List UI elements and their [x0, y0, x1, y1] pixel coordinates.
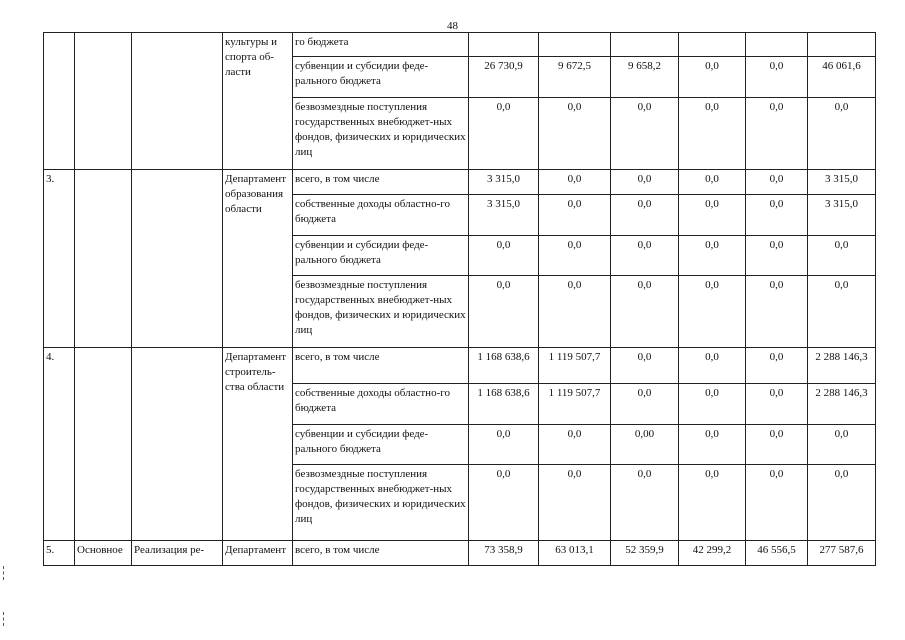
funding-source-cell: субвенции и субсидии феде-рального бюджета	[293, 425, 469, 465]
total-cell: 2 288 146,3	[808, 384, 876, 425]
value-cell: 0,0	[611, 384, 679, 425]
total-cell: 0,0	[808, 98, 876, 170]
value-cell: 0,0	[611, 170, 679, 195]
value-cell: 9 672,5	[539, 57, 611, 98]
value-cell: 9 658,2	[611, 57, 679, 98]
scan-edge-mark	[3, 566, 5, 580]
value-cell: 0,0	[746, 195, 808, 236]
funding-source-cell: безвозмездные поступления государственных внебюджет-ных фондов, физических и юридических лиц	[293, 98, 469, 170]
value-cell: 0,00	[611, 425, 679, 465]
value-cell: 0,0	[679, 425, 746, 465]
scan-edge-mark	[3, 612, 5, 626]
value-cell: 0,0	[611, 276, 679, 348]
funding-source-cell: собственные доходы областно-го бюджета	[293, 384, 469, 425]
measure-type-cell	[75, 33, 132, 170]
value-cell	[611, 33, 679, 57]
value-cell: 0,0	[746, 348, 808, 384]
value-cell: 0,0	[611, 195, 679, 236]
value-cell: 0,0	[746, 384, 808, 425]
measure-name-cell	[132, 170, 223, 348]
value-cell: 0,0	[469, 236, 539, 276]
value-cell: 0,0	[679, 348, 746, 384]
value-cell: 0,0	[539, 98, 611, 170]
value-cell	[539, 33, 611, 57]
funding-source-cell: безвозмездные поступления государственных внебюджет-ных фондов, физических и юридических лиц	[293, 465, 469, 541]
table-row	[44, 541, 876, 566]
measure-type-cell: Основное	[75, 541, 132, 566]
value-cell: 0,0	[746, 170, 808, 195]
value-cell: 0,0	[469, 276, 539, 348]
executor-cell: культуры и спорта об-ласти	[223, 33, 293, 170]
value-cell: 63 013,1	[539, 541, 611, 566]
value-cell: 0,0	[469, 465, 539, 541]
value-cell: 1 168 638,6	[469, 348, 539, 384]
value-cell: 0,0	[679, 236, 746, 276]
total-cell: 0,0	[808, 236, 876, 276]
executor-cell: Департамент образования области	[223, 170, 293, 348]
value-cell: 0,0	[746, 236, 808, 276]
funding-source-cell: всего, в том числе	[293, 170, 469, 195]
total-cell	[808, 33, 876, 57]
total-cell: 0,0	[808, 425, 876, 465]
value-cell: 1 168 638,6	[469, 384, 539, 425]
row-number-cell: 3.	[44, 170, 75, 348]
value-cell: 0,0	[539, 276, 611, 348]
total-cell: 2 288 146,3	[808, 348, 876, 384]
value-cell: 0,0	[679, 465, 746, 541]
total-cell: 0,0	[808, 465, 876, 541]
value-cell: 0,0	[469, 98, 539, 170]
total-cell: 3 315,0	[808, 170, 876, 195]
total-cell: 277 587,6	[808, 541, 876, 566]
value-cell	[469, 33, 539, 57]
value-cell: 0,0	[611, 348, 679, 384]
value-cell: 0,0	[469, 425, 539, 465]
value-cell: 0,0	[679, 170, 746, 195]
budget-table	[43, 32, 876, 566]
value-cell: 0,0	[746, 57, 808, 98]
table-row	[44, 170, 876, 195]
value-cell: 73 358,9	[469, 541, 539, 566]
measure-name-cell	[132, 33, 223, 170]
value-cell: 0,0	[679, 57, 746, 98]
funding-source-cell: го бюджета	[293, 33, 469, 57]
value-cell: 0,0	[679, 98, 746, 170]
value-cell: 0,0	[746, 98, 808, 170]
total-cell: 0,0	[808, 276, 876, 348]
measure-type-cell	[75, 170, 132, 348]
funding-source-cell: субвенции и субсидии феде-рального бюджета	[293, 57, 469, 98]
value-cell: 0,0	[539, 425, 611, 465]
value-cell: 42 299,2	[679, 541, 746, 566]
value-cell: 0,0	[611, 465, 679, 541]
value-cell: 0,0	[539, 195, 611, 236]
value-cell: 0,0	[539, 465, 611, 541]
value-cell	[746, 33, 808, 57]
value-cell: 3 315,0	[469, 170, 539, 195]
total-cell: 3 315,0	[808, 195, 876, 236]
value-cell: 26 730,9	[469, 57, 539, 98]
measure-name-cell: Реализация ре-	[132, 541, 223, 566]
funding-source-cell: субвенции и субсидии феде-рального бюджета	[293, 236, 469, 276]
value-cell: 0,0	[611, 98, 679, 170]
funding-source-cell: всего, в том числе	[293, 348, 469, 384]
value-cell: 1 119 507,7	[539, 384, 611, 425]
row-number-cell: 5.	[44, 541, 75, 566]
funding-source-cell: собственные доходы областно-го бюджета	[293, 195, 469, 236]
funding-source-cell: безвозмездные поступления государственных внебюджет-ных фондов, физических и юридических лиц	[293, 276, 469, 348]
value-cell: 3 315,0	[469, 195, 539, 236]
value-cell: 0,0	[746, 465, 808, 541]
funding-source-cell: всего, в том числе	[293, 541, 469, 566]
executor-cell: Департамент	[223, 541, 293, 566]
value-cell: 0,0	[679, 276, 746, 348]
value-cell: 0,0	[746, 425, 808, 465]
measure-name-cell	[132, 348, 223, 541]
value-cell: 0,0	[611, 236, 679, 276]
page-number: 48	[447, 20, 458, 32]
measure-type-cell	[75, 348, 132, 541]
value-cell: 0,0	[539, 170, 611, 195]
total-cell: 46 061,6	[808, 57, 876, 98]
value-cell: 0,0	[746, 276, 808, 348]
table-row	[44, 348, 876, 384]
value-cell: 46 556,5	[746, 541, 808, 566]
value-cell: 52 359,9	[611, 541, 679, 566]
value-cell: 1 119 507,7	[539, 348, 611, 384]
row-number-cell	[44, 33, 75, 170]
table-row	[44, 33, 876, 57]
value-cell: 0,0	[679, 384, 746, 425]
executor-cell: Департамент строитель-ства области	[223, 348, 293, 541]
value-cell	[679, 33, 746, 57]
value-cell: 0,0	[539, 236, 611, 276]
value-cell: 0,0	[679, 195, 746, 236]
row-number-cell: 4.	[44, 348, 75, 541]
